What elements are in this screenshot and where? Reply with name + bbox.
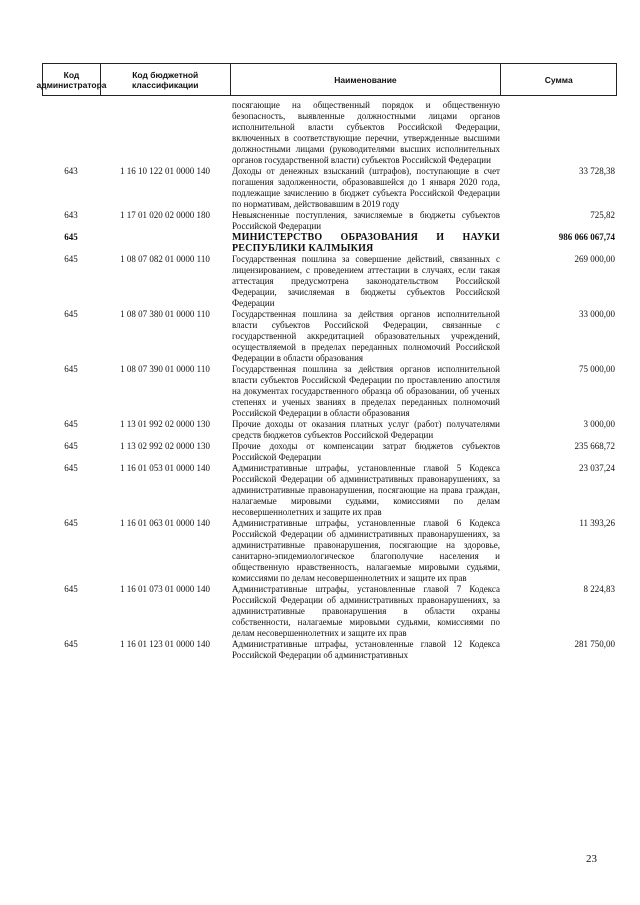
admin-code-cell: 645 — [64, 254, 78, 264]
name-cell: посягающие на общественный порядок и общественную безопасность, выявленные должностными лицами органов исполнительной власти субъектов Российской Федерации, включенных в соответствующие перечни, утвержденные высшими должностными лицами (руководителями высших исполнительных органов государственной власти) субъектов Российской Федерации — [232, 100, 500, 165]
name-cell: Государственная пошлина за действия органов исполнительной власти субъектов Российской Федерации, связанные с государственной аккредитацией образовательных учреждений, осуществляемой в пределах переданных полномочий Российской Федерации в области образования — [232, 309, 500, 363]
table-row — [42, 254, 617, 309]
admin-code-cell: 643 — [64, 210, 78, 220]
budget-code-cell — [100, 232, 230, 254]
table-row — [42, 441, 617, 463]
admin-code-cell: 645 — [64, 232, 78, 242]
sum-cell: 3 000,00 — [583, 419, 615, 429]
header-budget-code: Код бюджетной классификации — [101, 64, 231, 95]
budget-code-cell: 1 13 01 992 02 0000 130 — [120, 419, 210, 429]
budget-code-cell: 1 16 01 123 01 0000 140 — [120, 639, 210, 649]
sum-cell: 23 037,24 — [579, 463, 615, 473]
budget-code-cell: 1 13 02 992 02 0000 130 — [120, 441, 210, 451]
admin-code-cell: 645 — [64, 364, 78, 374]
table-row — [42, 518, 617, 584]
table-row — [42, 166, 617, 210]
name-cell: Государственная пошлина за совершение действий, связанных с лицензированием, с проведением аттестации в случаях, если такая аттестация предусмотрена законодательством Российской Федерации, зачисляемая в бюджеты субъектов Российской Федерации — [232, 254, 500, 308]
admin-code-cell: 645 — [64, 441, 78, 451]
budget-code-cell: 1 08 07 390 01 0000 110 — [120, 364, 210, 374]
name-cell: Административные штрафы, установленные главой 7 Кодекса Российской Федерации об административных правонарушениях, за административные правонарушения в области охраны собственности, налагаемые мировыми судьями, комиссиями по делам несовершеннолетних и защите их прав — [232, 584, 500, 638]
name-cell: Доходы от денежных взысканий (штрафов), поступающие в счет погашения задолженности, образовавшейся до 1 января 2020 года, подлежащие зачислению в бюджет субъекта Российской Федерации по нормативам, действовавшим в 2019 году — [232, 166, 500, 209]
table-row — [42, 584, 617, 639]
budget-code-cell: 1 16 01 063 01 0000 140 — [120, 518, 210, 528]
name-cell: Административные штрафы, установленные главой 6 Кодекса Российской Федерации об административных правонарушениях, за административные правонарушения, посягающие на здоровье, санитарно-эпидемиологическое благополучие населения и общественную нравственность, налагаемые мировыми судьями, комиссиями по делам несовершеннолетних и защите их прав — [232, 518, 500, 583]
table-row — [42, 419, 617, 441]
table-row — [42, 364, 617, 419]
table-row — [42, 100, 617, 166]
name-cell: Государственная пошлина за действия органов исполнительной власти субъектов Российской Федерации по проставлению апостиля на документах государственного образца об образовании, об ученых степенях и ученых званиях в пределах переданных полномочий Российской Федерации в области образования — [232, 364, 500, 418]
header-sum: Сумма — [544, 74, 573, 85]
header-admin-code: Код администратора — [43, 64, 101, 95]
sum-cell: 33 728,38 — [579, 166, 615, 176]
name-cell: Административные штрафы, установленные главой 5 Кодекса Российской Федерации об административных правонарушениях, за административные правонарушения, посягающие на права граждан, налагаемые мировыми судьями, комиссиями по делам несовершеннолетних и защите их прав — [232, 463, 500, 517]
admin-code-cell: 645 — [64, 463, 78, 473]
budget-code-cell: 1 16 01 053 01 0000 140 — [120, 463, 210, 473]
sum-cell: 11 393,26 — [579, 518, 615, 528]
admin-code-cell: 645 — [64, 518, 78, 528]
admin-code-cell: 645 — [64, 419, 78, 429]
sum-cell: 281 750,00 — [574, 639, 615, 649]
table-row — [42, 639, 617, 661]
budget-code-cell: 1 16 01 073 01 0000 140 — [120, 584, 210, 594]
table-row — [42, 210, 617, 232]
sum-cell — [502, 100, 617, 166]
admin-code-cell — [42, 100, 100, 166]
admin-code-cell: 645 — [64, 584, 78, 594]
sum-cell: 75 000,00 — [579, 364, 615, 374]
admin-code-cell: 643 — [64, 166, 78, 176]
table-header — [36, 63, 617, 96]
table-body — [42, 100, 617, 661]
budget-code-cell — [100, 100, 230, 166]
sum-cell: 725,82 — [590, 210, 615, 220]
budget-code-cell: 1 17 01 020 02 0000 180 — [120, 210, 210, 220]
admin-code-cell: 645 — [64, 309, 78, 319]
budget-code-cell: 1 08 07 082 01 0000 110 — [120, 254, 210, 264]
table-row — [42, 463, 617, 518]
header-name: Наименование — [231, 64, 502, 95]
name-cell: Прочие доходы от оказания платных услуг (работ) получателями средств бюджетов субъектов Российской Федерации — [232, 419, 500, 440]
sum-cell: 235 668,72 — [574, 441, 615, 451]
budget-code-cell: 1 16 10 122 01 0000 140 — [120, 166, 210, 176]
table-row — [42, 309, 617, 364]
name-cell: Прочие доходы от компенсации затрат бюджетов субъектов Российской Федерации — [232, 441, 500, 462]
name-cell: Административные штрафы, установленные главой 12 Кодекса Российской Федерации об административных — [232, 639, 500, 660]
sum-cell: 8 224,83 — [583, 584, 615, 594]
name-cell: Невыясненные поступления, зачисляемые в бюджеты субъектов Российской Федерации — [232, 210, 500, 231]
admin-code-cell: 645 — [64, 639, 78, 649]
sum-cell: 986 066 067,74 — [558, 232, 615, 242]
page-number: 23 — [586, 853, 597, 865]
sum-cell: 33 000,00 — [579, 309, 615, 319]
sum-cell: 269 000,00 — [574, 254, 615, 264]
budget-code-cell: 1 08 07 380 01 0000 110 — [120, 309, 210, 319]
name-cell: МИНИСТЕРСТВО ОБРАЗОВАНИЯ И НАУКИ РЕСПУБЛИКИ КАЛМЫКИЯ — [232, 232, 500, 254]
table-row — [42, 232, 617, 254]
